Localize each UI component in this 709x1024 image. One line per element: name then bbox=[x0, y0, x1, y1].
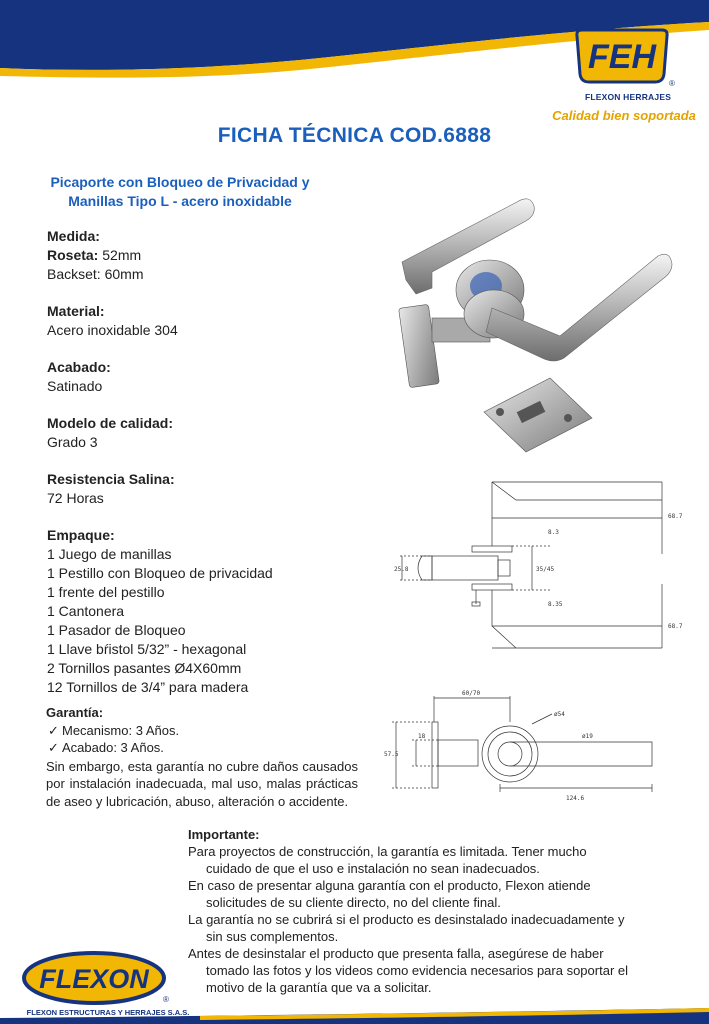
roseta-value: 52mm bbox=[98, 247, 142, 263]
subtitle-line: Picaporte con Bloqueo de Privacidad y bbox=[50, 174, 310, 190]
garantia-section bbox=[46, 704, 358, 810]
empaque-item: 2 Tornillos pasantes Ø4X60mm bbox=[47, 660, 242, 676]
garantia-label: Garantía: bbox=[46, 705, 104, 720]
dim-label: 8.35 bbox=[548, 601, 563, 608]
flexon-logo-text: FLEXON bbox=[39, 964, 149, 994]
garantia-item: ✓ Mecanismo: 3 Años. bbox=[48, 722, 180, 738]
dim-label: 35/45 bbox=[536, 566, 555, 573]
dim-label: ø54 bbox=[554, 711, 565, 718]
medida-label: Medida: bbox=[47, 228, 100, 244]
empaque-item: 12 Tornillos de 3/4” para madera bbox=[47, 679, 249, 695]
dim-label: 8.3 bbox=[548, 529, 559, 536]
dim-label: 60/70 bbox=[462, 690, 481, 697]
importante-item: En caso de presentar alguna garantía con el producto, Flexon atiende solicitudes de su cliente directo, no del cliente final. bbox=[188, 878, 591, 910]
backset-value: Backset: 60mm bbox=[47, 266, 144, 282]
importante-item: La garantía no se cubrirá si el producto es desinstalado inadecuadamente y sin sus complementos. bbox=[188, 912, 625, 944]
check-icon: ✓ bbox=[48, 740, 59, 755]
importante-label: Importante: bbox=[188, 827, 260, 842]
flexon-logo bbox=[22, 950, 172, 1006]
resistencia-label: Resistencia Salina: bbox=[47, 471, 175, 487]
svg-text:®: ® bbox=[163, 995, 169, 1004]
brand-slogan: Calidad bien soportada bbox=[552, 108, 696, 123]
empaque-label: Empaque: bbox=[47, 527, 115, 543]
dim-label: 57.5 bbox=[384, 751, 399, 758]
feh-logo-text: FEH bbox=[588, 38, 656, 76]
dim-label: ø19 bbox=[582, 733, 593, 740]
dim-label: 68.7 bbox=[668, 623, 683, 630]
svg-text:®: ® bbox=[669, 79, 675, 88]
empaque-item: 1 Pasador de Bloqueo bbox=[47, 622, 186, 638]
empaque-item: 1 Juego de manillas bbox=[47, 546, 172, 562]
material-value: Acero inoxidable 304 bbox=[47, 322, 178, 338]
garantia-item: ✓ Acabado: 3 Años. bbox=[48, 740, 164, 755]
dim-label: 124.6 bbox=[566, 795, 585, 802]
modelo-value: Grado 3 bbox=[47, 434, 98, 450]
brand-name: FLEXON HERRAJES bbox=[584, 92, 672, 102]
acabado-label: Acabado: bbox=[47, 359, 111, 375]
check-icon: ✓ bbox=[48, 722, 59, 738]
garantia-text: Sin embargo, esta garantía no cubre daños causados por instalación inadecuada, mal uso, malas prácticas de aseo y lubricación, abuso, alteración o accidente. bbox=[46, 758, 358, 809]
acabado-value: Satinado bbox=[47, 378, 103, 394]
importante-item: Antes de desinstalar el producto que presenta falla, asegúrese de haber tomado las fotos y los videos como evidencia necesarios para soportar el motivo de la garantía que va a solicitar. bbox=[188, 946, 628, 995]
page-title: FICHA TÉCNICA COD.6888 bbox=[217, 124, 492, 147]
technical-drawing-side bbox=[392, 476, 692, 651]
dim-label: 18 bbox=[418, 733, 426, 740]
modelo-label: Modelo de calidad: bbox=[47, 415, 174, 431]
empaque-item: 1 Llave bŕistol 5/32” - hexagonal bbox=[47, 641, 247, 657]
importante-item: Para proyectos de construcción, la garantía es limitada. Tener mucho cuidado de que el uso e instalación no sean inadecuados. bbox=[188, 844, 587, 876]
resistencia-value: 72 Horas bbox=[47, 490, 104, 506]
subtitle-line: Manillas Tipo L - acero inoxidable bbox=[68, 193, 292, 209]
technical-drawing-front bbox=[382, 688, 682, 813]
empaque-item: 1 Pestillo con Bloqueo de privacidad bbox=[47, 565, 273, 581]
material-label: Material: bbox=[47, 303, 105, 319]
empaque-item: 1 frente del pestillo bbox=[47, 584, 165, 600]
feh-logo bbox=[572, 26, 675, 88]
roseta-label: Roseta: bbox=[47, 247, 99, 263]
empaque-item: 1 Cantonera bbox=[47, 603, 125, 619]
dim-label: 68.7 bbox=[668, 513, 683, 520]
product-photo bbox=[382, 180, 682, 460]
product-subtitle bbox=[10, 173, 350, 211]
specs-section bbox=[47, 227, 367, 705]
footer-company: FLEXON ESTRUCTURAS Y HERRAJES S.A.S. bbox=[26, 1008, 190, 1017]
dim-label: 25.8 bbox=[394, 566, 409, 573]
